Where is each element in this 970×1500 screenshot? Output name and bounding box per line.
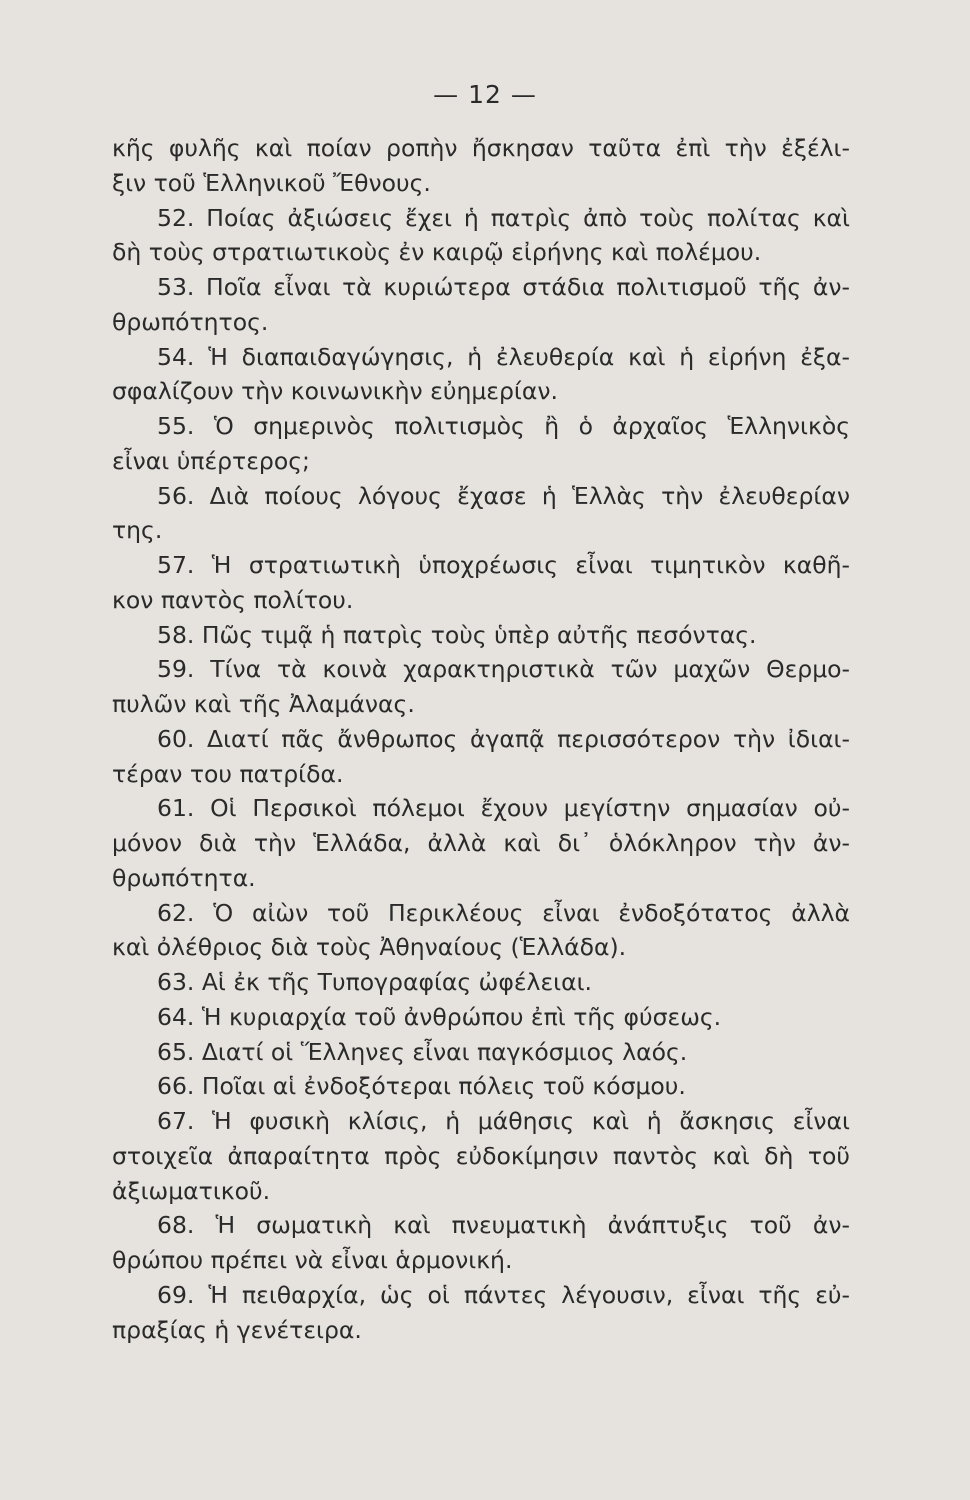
page-number: — 12 — (433, 80, 537, 109)
text-line: 64. Ἡ κυριαρχία τοῦ ἀνθρώπου ἐπὶ τῆς φύσεως. (157, 1002, 722, 1031)
text-line: ξιν τοῦ Ἑλληνικοῦ Ἔθνους. (112, 168, 431, 197)
text-line: πυλῶν καὶ τῆς Ἀλαμάνας. (112, 690, 415, 718)
text-line: 62. Ὁ αἰὼν τοῦ Περικλέους εἶναι ἐνδοξότατος ἀλλὰ (157, 898, 850, 927)
text-line: 58. Πῶς τιμᾷ ἡ πατρὶς τοὺς ὑπὲρ αὐτῆς πεσόντας. (157, 620, 757, 649)
text-line: 55. Ὁ σημερινὸς πολιτισμὸς ἢ ὁ ἀρχαῖος Ἑλληνικὸς (157, 412, 850, 440)
text-line: 63. Αἱ ἐκ τῆς Τυπογραφίας ὠφέλειαι. (157, 968, 593, 996)
text-line: θρώπου πρέπει νὰ εἶναι ἁρμονική. (112, 1246, 513, 1274)
text-line: εἶναι ὑπέρτερος; (112, 446, 310, 475)
text-line: 56. Διὰ ποίους λόγους ἔχασε ἡ Ἑλλὰς τὴν ἐλευθερίαν (157, 481, 850, 510)
text-line: μόνον διὰ τὴν Ἑλλάδα, ἀλλὰ καὶ δι᾽ ὁλόκληρον τὴν ἀν- (112, 829, 850, 857)
text-line: κον παντὸς πολίτου. (112, 585, 354, 614)
text-line: 54. Ἡ διαπαιδαγώγησις, ἡ ἐλευθερία καὶ ἡ εἰρήνη ἐξα- (157, 342, 850, 371)
text-line: 66. Ποῖαι αἱ ἐνδοξότεραι πόλεις τοῦ κόσμου. (157, 1072, 686, 1101)
text-line: σφαλίζουν τὴν κοινωνικὴν εὐημερίαν. (112, 377, 558, 406)
body-text (112, 131, 850, 1347)
text-line: 59. Τίνα τὰ κοινὰ χαρακτηριστικὰ τῶν μαχῶν Θερμο- (157, 655, 850, 684)
text-line: 53. Ποῖα εἶναι τὰ κυριώτερα στάδια πολιτισμοῦ τῆς ἀν- (157, 273, 850, 301)
text-line: τέραν του πατρίδα. (112, 759, 344, 788)
text-line: 67. Ἡ φυσικὴ κλίσις, ἡ μάθησις καὶ ἡ ἄσκησις εἶναι (157, 1107, 850, 1135)
text-line: θρωπότητος. (112, 307, 269, 336)
text-line: 69. Ἡ πειθαρχία, ὡς οἱ πάντες λέγουσιν, εἶναι τῆς εὐ- (157, 1280, 850, 1309)
text-line: πραξίας ἡ γενέτειρα. (112, 1315, 362, 1344)
text-line: 60. Διατί πᾶς ἄνθρωπος ἀγαπᾷ περισσότερον τὴν ἰδιαι- (157, 724, 850, 753)
text-line: δὴ τοὺς στρατιωτικοὺς ἐν καιρῷ εἰρήνης καὶ πολέμου. (112, 238, 762, 267)
text-line: κῆς φυλῆς καὶ ποίαν ροπὴν ἤσκησαν ταῦτα ἐπὶ τὴν ἐξέλι- (112, 134, 850, 162)
text-line: καὶ ὀλέθριος διὰ τοὺς Ἀθηναίους (Ἑλλάδα). (112, 933, 627, 962)
text-line: της. (112, 516, 163, 545)
text-line: 57. Ἡ στρατιωτικὴ ὑποχρέωσις εἶναι τιμητικὸν καθῆ- (157, 551, 850, 579)
text-line: 61. Οἱ Περσικοὶ πόλεμοι ἔχουν μεγίστην σημασίαν οὐ- (157, 794, 850, 823)
text-line: 52. Ποίας ἀξιώσεις ἔχει ἡ πατρὶς ἀπὸ τοὺς πολίτας καὶ (157, 203, 850, 232)
text-line: 68. Ἡ σωματικὴ καὶ πνευματικὴ ἀνάπτυξις τοῦ ἀν- (157, 1211, 850, 1240)
text-line: θρωπότητα. (112, 863, 256, 892)
text-line: στοιχεῖα ἀπαραίτητα πρὸς εὐδοκίμησιν παντὸς καὶ δὴ τοῦ (112, 1141, 850, 1170)
text-line: 65. Διατί οἱ Ἕλληνες εἶναι παγκόσμιος λαός. (157, 1037, 688, 1066)
text-line: ἀξιωματικοῦ. (112, 1176, 271, 1205)
